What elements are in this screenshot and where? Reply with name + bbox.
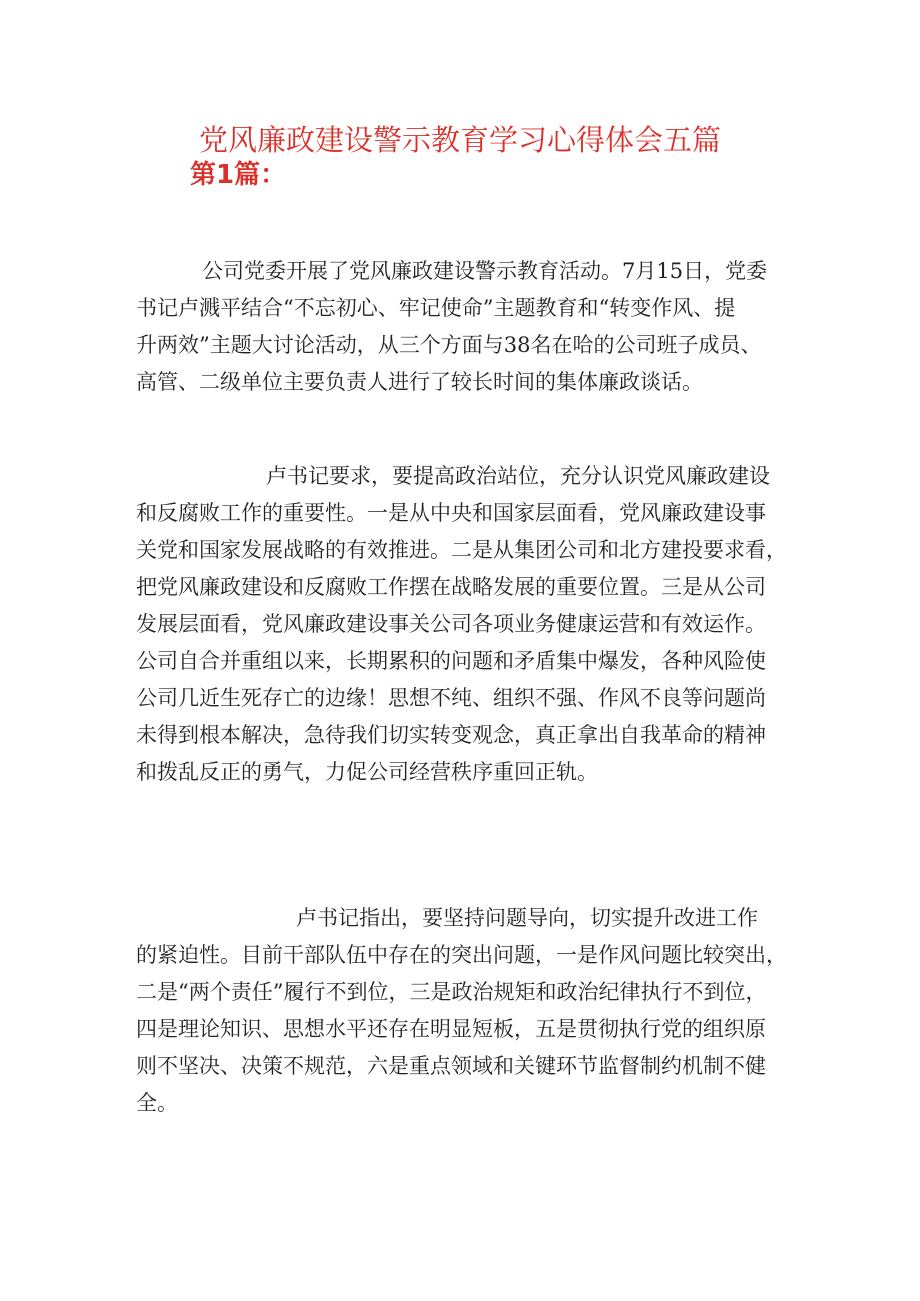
paragraph-line: 发展层面看，党风廉政建设事关公司各项业务健康运营和有效运作。 xyxy=(136,612,766,636)
paragraph-3 xyxy=(136,900,796,1122)
paragraph-line: 全。 xyxy=(136,1091,178,1115)
paragraph-line: 卢书记要求，要提高政治站位，充分认识党风廉政建设 xyxy=(266,464,770,488)
paragraph-line: 和反腐败工作的重要性。一是从中央和国家层面看，党风廉政建设事 xyxy=(136,501,766,525)
paragraph-1 xyxy=(136,253,796,401)
paragraph-line: 的紧迫性。目前干部队伍中存在的突出问题，一是作风问题比较突出， xyxy=(136,943,787,967)
paragraph-line: 关党和国家发展战略的有效推进。二是从集团公司和北方建投要求看， xyxy=(136,538,787,562)
paragraph-line: 公司几近生死存亡的边缘！思想不纯、组织不强、作风不良等问题尚 xyxy=(136,686,766,710)
paragraph-line: 书记卢溅平结合“不忘初心、牢记使命”主题教育和“转变作风、提 xyxy=(136,296,736,320)
paragraph-line: 则不坚决、决策不规范，六是重点领域和关键环节监督制约机制不健 xyxy=(136,1054,766,1078)
paragraph-line: 公司党委开展了党风廉政建设警示教育活动。7月15日，党委 xyxy=(202,259,768,283)
paragraph-line: 卢书记指出，要坚持问题导向，切实提升改进工作 xyxy=(296,906,758,930)
section-heading: 第1篇： xyxy=(190,160,287,190)
paragraph-line: 四是理论知识、思想水平还存在明显短板，五是贯彻执行党的组织原 xyxy=(136,1017,766,1041)
document-title: 党风廉政建设警示教育学习心得体会五篇 xyxy=(198,123,721,157)
paragraph-line: 升两效”主题大讨论活动，从三个方面与38名在哈的公司班子成员、 xyxy=(136,333,762,357)
paragraph-2 xyxy=(136,458,796,791)
paragraph-line: 把党风廉政建设和反腐败工作摆在战略发展的重要位置。三是从公司 xyxy=(136,575,766,599)
paragraph-line: 二是“两个责任”履行不到位，三是政治规矩和政治纪律执行不到位， xyxy=(136,980,767,1004)
paragraph-line: 高管、二级单位主要负责人进行了较长时间的集体廉政谈话。 xyxy=(136,370,703,394)
paragraph-line: 和拨乱反正的勇气，力促公司经营秩序重回正轨。 xyxy=(136,760,598,784)
paragraph-line: 公司自合并重组以来，长期累积的问题和矛盾集中爆发，各种风险使 xyxy=(136,649,766,673)
paragraph-line: 未得到根本解决，急待我们切实转变观念，真正拿出自我革命的精神 xyxy=(136,723,766,747)
